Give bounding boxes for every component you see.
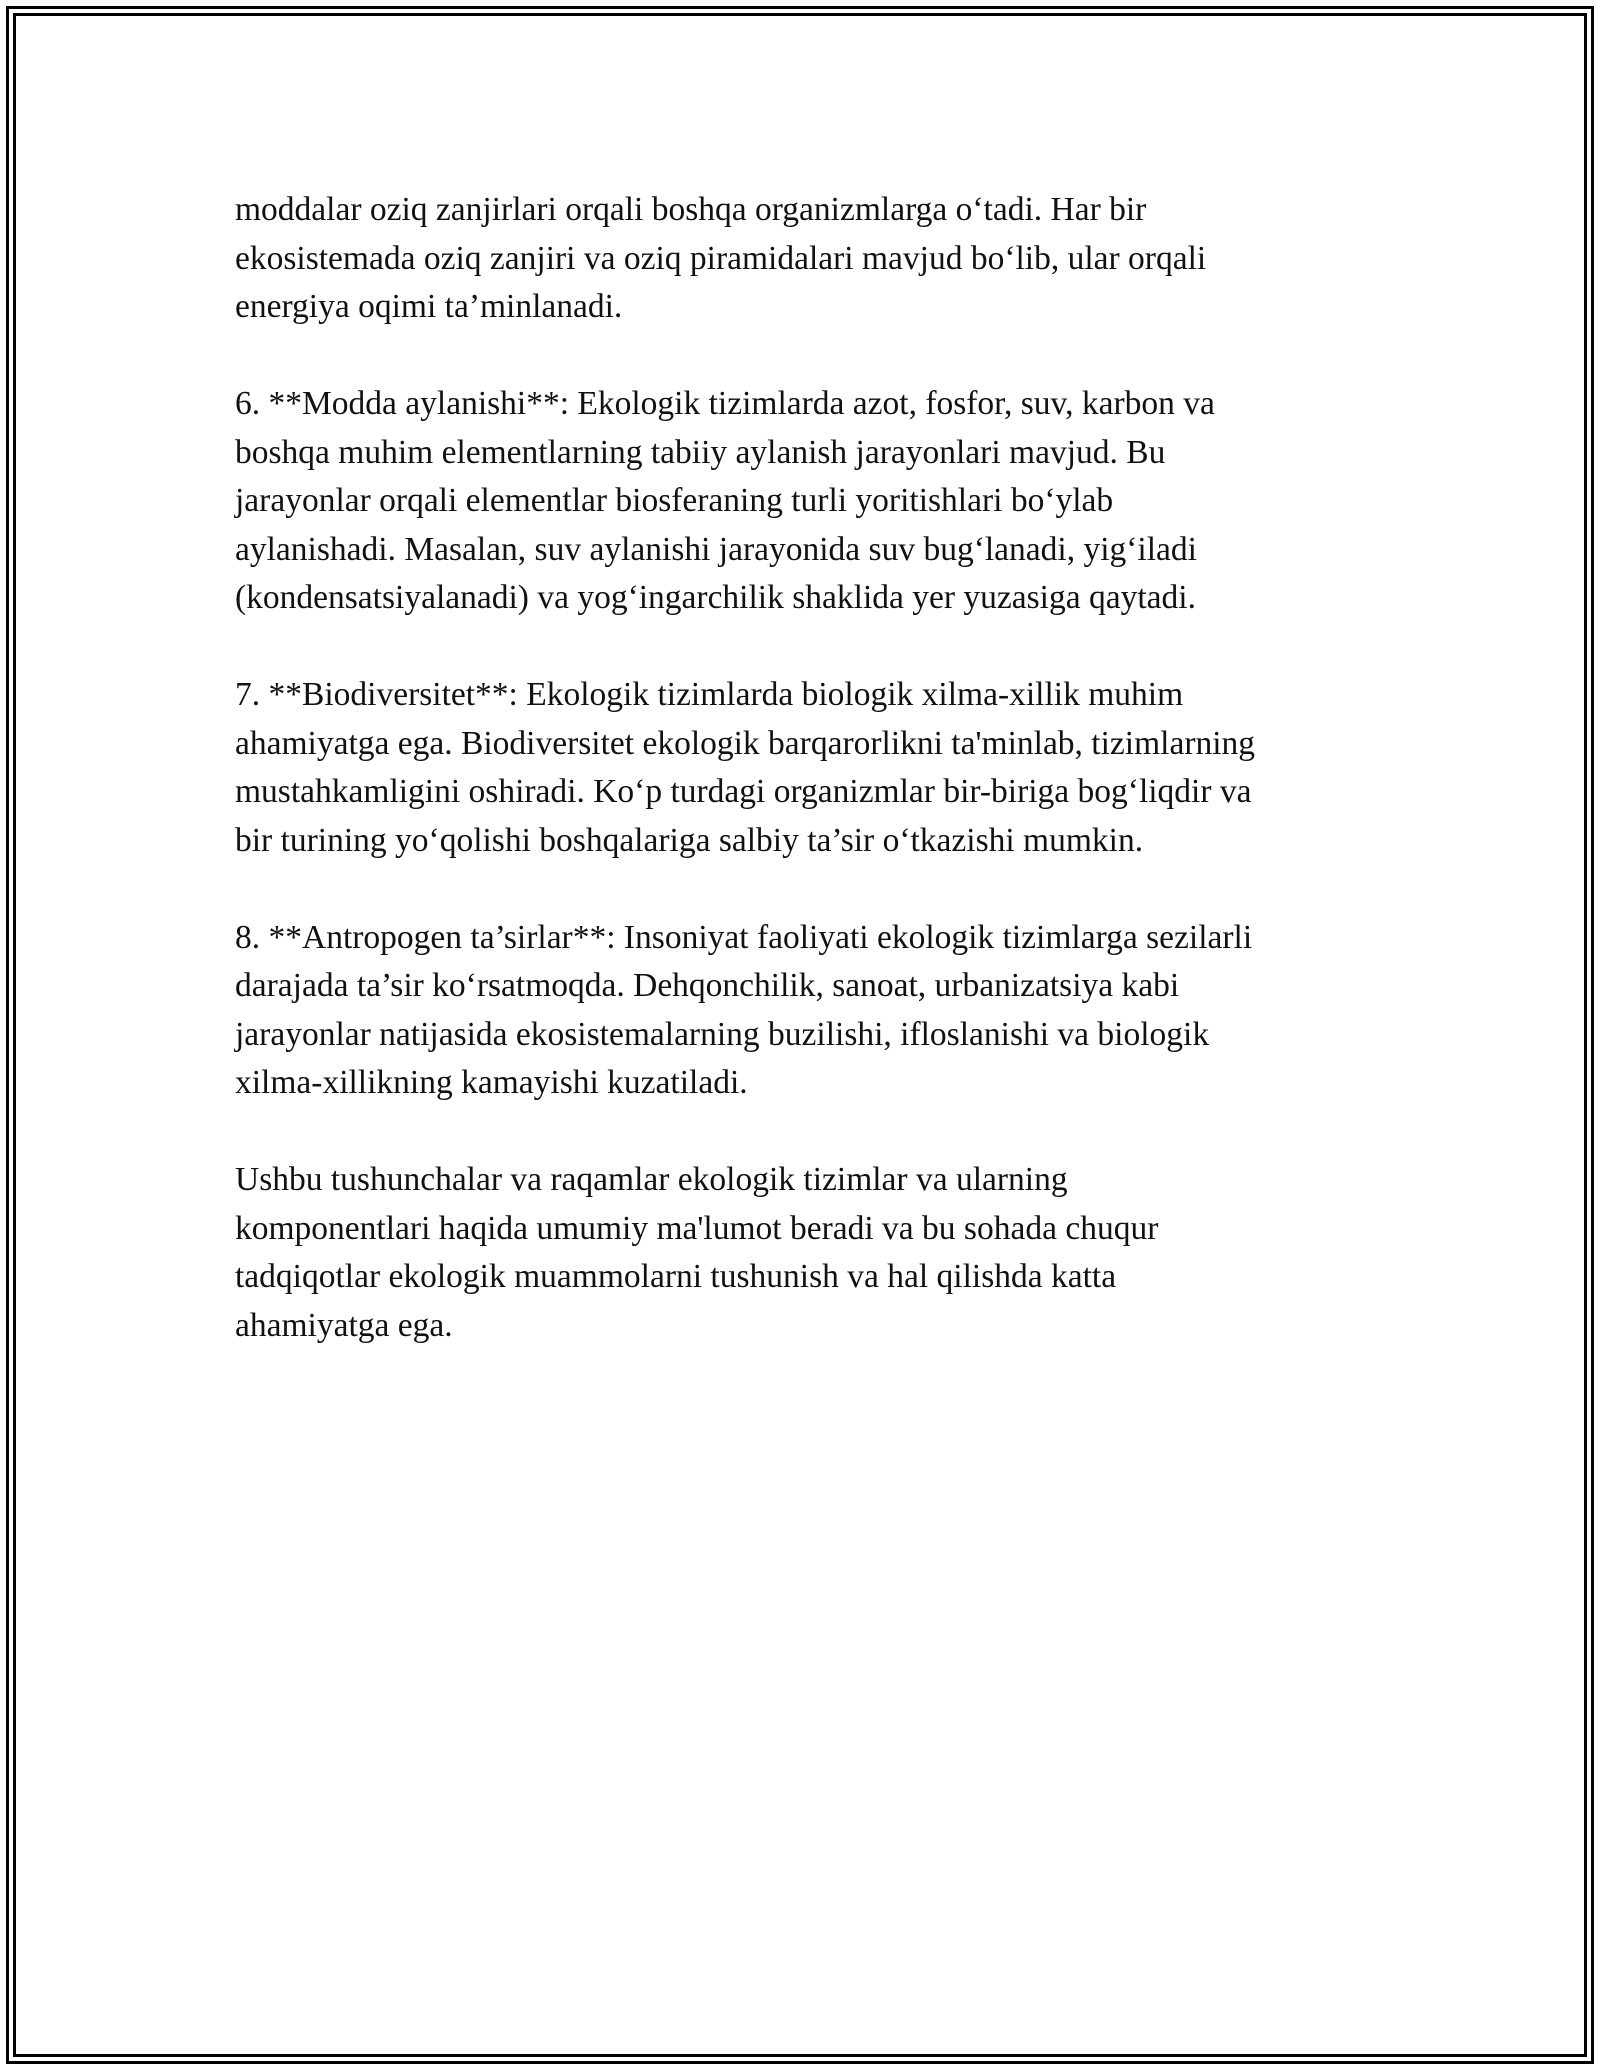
text-line: moddalar oziq zanjirlari orqali boshqa organizmlarga o‘tadi. Har bir — [235, 191, 1147, 228]
text-line: Ushbu tushunchalar va raqamlar ekologik tizimlar va ularning — [235, 1161, 1068, 1198]
paragraph-modda-aylanishi — [235, 380, 1365, 623]
text-line: 6. **Modda aylanishi**: Ekologik tizimlarda azot, fosfor, suv, karbon va — [235, 385, 1215, 422]
text-line: darajada ta’sir ko‘rsatmoqda. Dehqonchilik, sanoat, urbanizatsiya kabi — [235, 967, 1180, 1004]
text-line: (kondensatsiyalanadi) va yog‘ingarchilik shaklida yer yuzasiga qaytadi. — [235, 579, 1196, 616]
text-line: ekosistemada oziq zanjiri va oziq piramidalari mavjud bo‘lib, ular orqali — [235, 239, 1207, 277]
text-line: jarayonlar orqali elementlar biosferaning turli yoritishlari bo‘ylab — [235, 482, 1114, 519]
text-line: ahamiyatga ega. — [235, 1306, 453, 1344]
text-line: boshqa muhim elementlarning tabiiy aylanish jarayonlari mavjud. Bu — [235, 433, 1166, 471]
document-body — [235, 186, 1365, 1399]
text-line: tadqiqotlar ekologik muammolarni tushunish va hal qilishda katta — [235, 1258, 1117, 1295]
text-line: mustahkamligini oshiradi. Ko‘p turdagi organizmlar bir-biriga bog‘liqdir va — [235, 773, 1252, 810]
text-line: aylanishadi. Masalan, suv aylanishi jarayonida suv bug‘lanadi, yig‘iladi — [235, 530, 1197, 568]
paragraph-antropogen-tasirlar — [235, 914, 1365, 1108]
paragraph-continuation — [235, 186, 1365, 332]
text-line: energiya oqimi ta’minlanadi. — [235, 288, 623, 325]
text-line: 7. **Biodiversitet**: Ekologik tizimlarda biologik xilma-xillik muhim — [235, 676, 1184, 713]
text-line: komponentlari haqida umumiy ma'lumot beradi va bu sohada chuqur — [235, 1209, 1159, 1247]
paragraph-biodiversitet — [235, 671, 1365, 865]
paragraph-conclusion — [235, 1156, 1365, 1350]
text-line: bir turining yo‘qolishi boshqalariga salbiy ta’sir o‘tkazishi mumkin. — [235, 821, 1144, 859]
text-line: ahamiyatga ega. Biodiversitet ekologik barqarorlikni ta'minlab, tizimlarning — [235, 724, 1256, 762]
text-line: xilma-xillikning kamayishi kuzatiladi. — [235, 1064, 748, 1101]
text-line: 8. **Antropogen ta’sirlar**: Insoniyat faoliyati ekologik tizimlarga sezilarli — [235, 918, 1253, 956]
text-line: jarayonlar natijasida ekosistemalarning buzilishi, ifloslanishi va biologik — [235, 1015, 1210, 1053]
